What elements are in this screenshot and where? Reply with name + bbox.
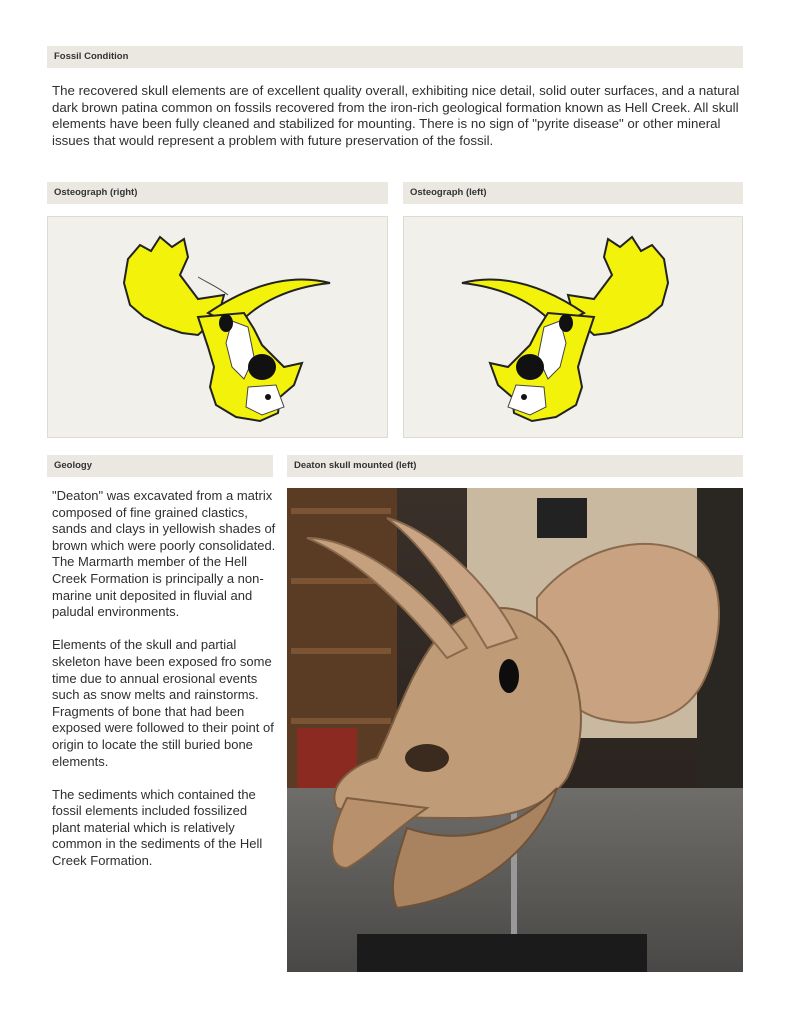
section-header-osteograph-right bbox=[47, 182, 388, 204]
orbit-shape bbox=[219, 314, 233, 332]
geology-heading: Geology bbox=[54, 460, 93, 471]
geology-text bbox=[52, 488, 277, 886]
fossil-condition-text: The recovered skull elements are of excellent quality overall, exhibiting nice detail, solid outer surfaces, and a natural dark brown patina common on fossils recovered from the iron-rich geological formation known as Hell Creek. All skull elements have been fully cleaned and stabilized for mounting. There is no sign of "pyrite disease" or other mineral issues that would represent a problem with future preservation of the fossil. bbox=[52, 83, 740, 148]
fossil-condition-heading: Fossil Condition bbox=[54, 51, 129, 62]
geology-paragraph: Elements of the skull and partial skeleton have been exposed fro some time due to annual erosional events such as snow melts and rainstorms. Fragments of bone that had been exposed were followed to their point of origin to locate the still buried bone elements. bbox=[52, 637, 274, 769]
geology-paragraph: "Deaton" was excavated from a matrix composed of fine grained clastics, sands and clays in yellowish shades of brown which were poorly consolidated. The Marmarth member of the Hell Creek Formation is principally a non-marine unit deposited in fluvial and paludal environments. bbox=[52, 488, 276, 620]
photo-heading: Deaton skull mounted (left) bbox=[294, 460, 417, 471]
section-header-geology bbox=[47, 455, 273, 477]
osteograph-left-heading: Osteograph (left) bbox=[410, 187, 487, 198]
section-header-osteograph-left bbox=[403, 182, 743, 204]
triceratops-osteograph-right bbox=[48, 217, 388, 438]
geology-paragraph: The sediments which contained the fossil elements included fossilized plant material which is relatively common in the sediments of the Hell Creek Formation. bbox=[52, 786, 263, 869]
photo-eye-socket bbox=[499, 659, 519, 693]
osteograph-right-heading: Osteograph (right) bbox=[54, 187, 138, 198]
section-header-photo bbox=[287, 455, 743, 477]
mounted-skull-photo bbox=[287, 488, 743, 972]
triceratops-osteograph-left bbox=[404, 217, 743, 438]
nasal-opening-shape bbox=[248, 354, 276, 380]
osteograph-right-figure bbox=[47, 216, 388, 438]
section-header-fossil-condition bbox=[47, 46, 743, 68]
osteograph-left-figure bbox=[403, 216, 743, 438]
skull-photo-illustration bbox=[287, 488, 743, 972]
